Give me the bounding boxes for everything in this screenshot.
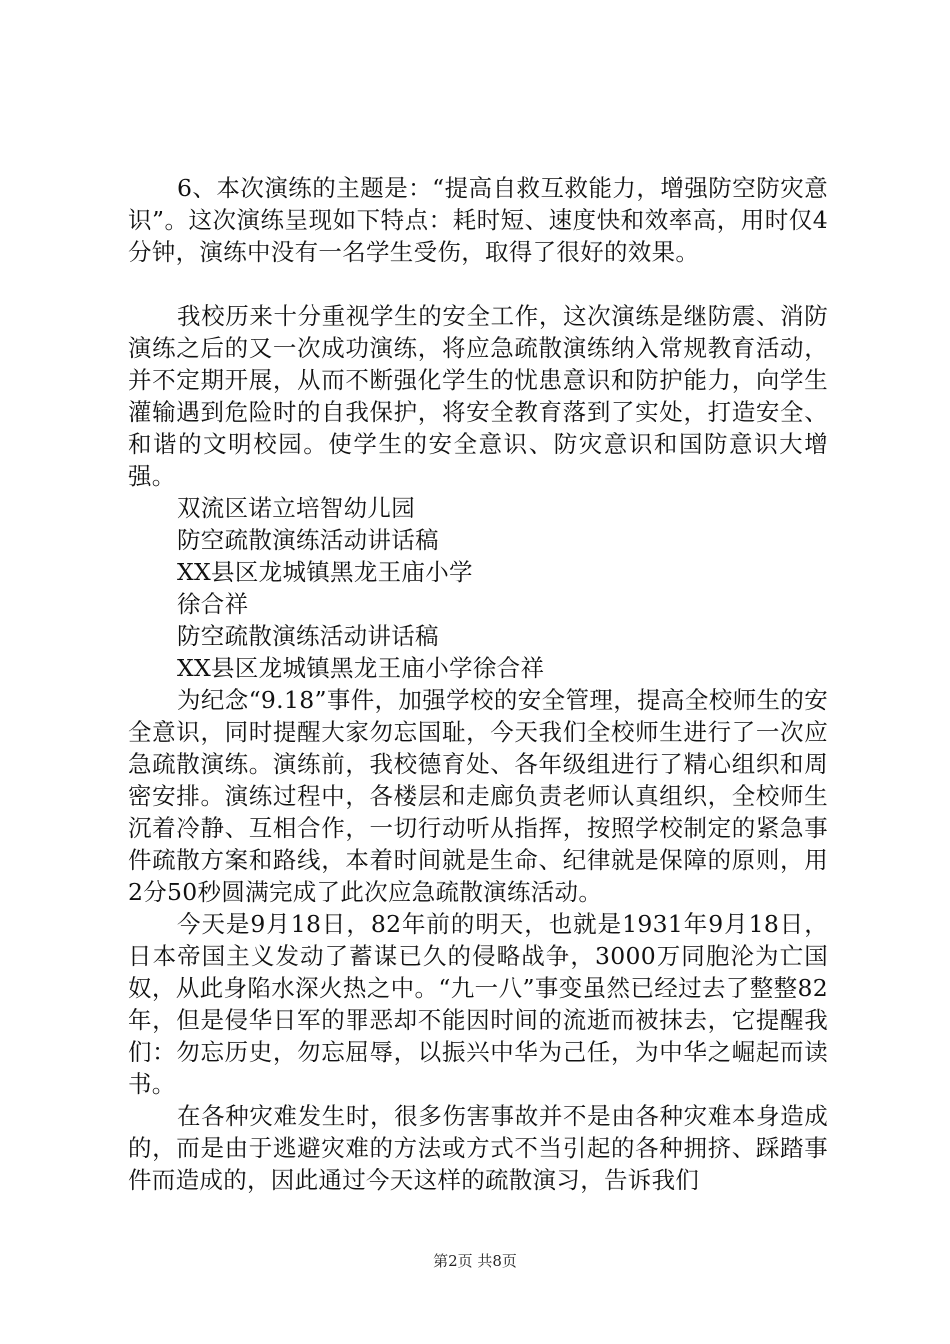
school-name-line: XX县区龙城镇黑龙王庙小学 bbox=[177, 558, 473, 586]
paragraph: 我校历来十分重视学生的安全工作，这次演练是继防震、消防演练之后的又一次成功演练，将应急疏散演练纳入常规教育活动，并不定期开展，从而不断强化学生的忧患意识和防护能力，向学生灌输遇到危险时的自我保护，将安全教育落到了实处，打造安全、和谐的文明校园。使学生的安全意识、防灾意识和国防意识大增强。 bbox=[128, 302, 828, 490]
author-line: 徐合祥 bbox=[177, 590, 249, 618]
paragraph-gap bbox=[128, 268, 828, 300]
paragraph: 在各种灾难发生时，很多伤害事故并不是由各种灾难本身造成的，而是由于逃避灾难的方法或方式不当引起的各种拥挤、踩踏事件而造成的，因此通过今天这样的疏散演习，告诉我们 bbox=[128, 1102, 828, 1194]
paragraph: 今天是9月18日，82年前的明天，也就是1931年9月18日，日本帝国主义发动了蓄谋已久的侵略战争，3000万同胞沦为亡国奴，从此身陷水深火热之中。“九一八”事变虽然已经过去了整整82年，但是侵华日军的罪恶却不能因时间的流逝而被抹去，它提醒我们：勿忘历史，勿忘屈辱，以振兴中华为己任，为中华之崛起而读书。 bbox=[128, 910, 828, 1098]
speech-title-line: 防空疏散演练活动讲话稿 bbox=[177, 526, 439, 554]
document-body bbox=[128, 172, 828, 1196]
school-author-line: XX县区龙城镇黑龙王庙小学徐合祥 bbox=[177, 654, 545, 682]
speech-title-line: 防空疏散演练活动讲话稿 bbox=[177, 622, 439, 650]
paragraph: 为纪念“9.18”事件，加强学校的安全管理，提高全校师生的安全意识，同时提醒大家勿忘国耻，今天我们全校师生进行了一次应急疏散演练。演练前，我校德育处、各年级组进行了精心组织和周密安排。演练过程中，各楼层和走廊负责老师认真组织，全校师生沉着冷静、互相合作，一切行动听从指挥，按照学校制定的紧急事件疏散方案和路线，本着时间就是生命、纪律就是保障的原则，用2分50秒圆满完成了此次应急疏散演练活动。 bbox=[128, 686, 828, 906]
school-name-line: 双流区诺立培智幼儿园 bbox=[177, 494, 415, 522]
page-number-footer: 第2页 共8页 bbox=[433, 1252, 517, 1270]
paragraph: 6、本次演练的主题是：“提高自救互救能力，增强防空防灾意识”。这次演练呈现如下特点：耗时短、速度快和效率高，用时仅4分钟，演练中没有一名学生受伤，取得了很好的效果。 bbox=[128, 174, 828, 266]
